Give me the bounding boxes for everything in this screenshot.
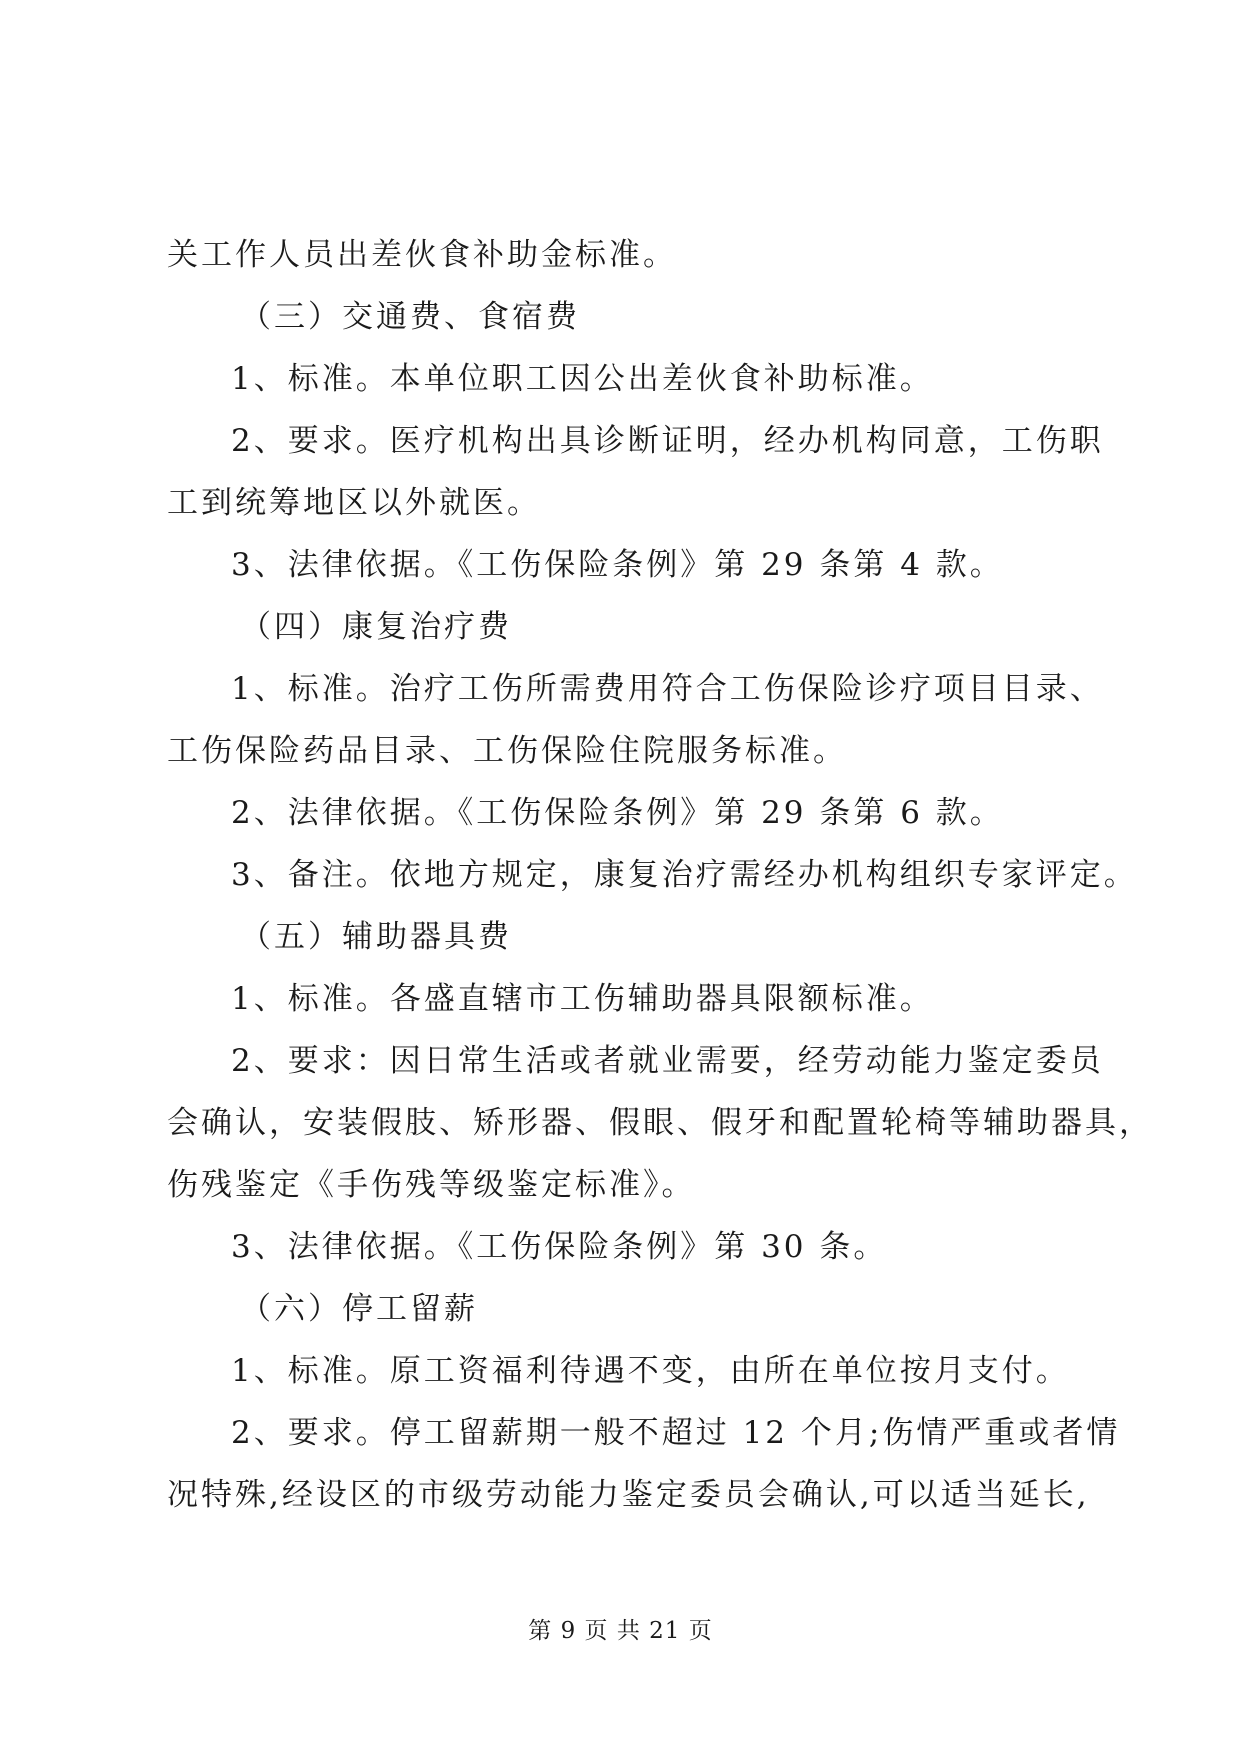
text-line: 2、法律依据。《工伤保险条例》第 29 条第 6 款。	[231, 795, 1004, 831]
text-line: 3、法律依据。《工伤保险条例》第 30 条。	[231, 1229, 888, 1265]
text-line: 3、备注。依地方规定，康复治疗需经办机构组织专家评定。	[231, 857, 1138, 893]
section-heading: （四）康复治疗费	[240, 609, 512, 645]
text-line: 2、要求。医疗机构出具诊断证明，经办机构同意，工伤职	[231, 423, 1104, 459]
text-line: 1、标准。治疗工伤所需费用符合工伤保险诊疗项目目录、	[231, 671, 1104, 707]
text-line: 工到统筹地区以外就医。	[167, 485, 541, 521]
text-line: 关工作人员出差伙食补助金标准。	[167, 237, 677, 273]
text-line: 会确认，安装假肢、矫形器、假眼、假牙和配置轮椅等辅助器具，	[167, 1105, 1153, 1141]
text-line: 伤残鉴定《手伤残等级鉴定标准》。	[167, 1167, 696, 1203]
page-number-footer: 第 9 页 共 21 页	[528, 1618, 713, 1644]
section-heading: （三）交通费、食宿费	[240, 299, 580, 335]
text-line: 3、法律依据。《工伤保险条例》第 29 条第 4 款。	[231, 547, 1004, 583]
text-line: 1、标准。各盛直辖市工伤辅助器具限额标准。	[231, 981, 934, 1017]
text-line: 工伤保险药品目录、工伤保险住院服务标准。	[167, 733, 847, 769]
section-heading: （六）停工留薪	[240, 1291, 478, 1327]
text-line: 2、要求。停工留薪期一般不超过 12 个月;伤情严重或者情	[231, 1415, 1121, 1451]
text-line: 1、标准。本单位职工因公出差伙食补助标准。	[231, 361, 934, 397]
document-body	[167, 224, 1153, 1526]
section-heading: （五）辅助器具费	[240, 919, 512, 955]
text-line: 2、要求：因日常生活或者就业需要，经劳动能力鉴定委员	[231, 1043, 1104, 1079]
text-line: 1、标准。原工资福利待遇不变，由所在单位按月支付。	[231, 1353, 1070, 1389]
text-line: 况特殊,经设区的市级劳动能力鉴定委员会确认,可以适当延长,	[167, 1477, 1090, 1513]
